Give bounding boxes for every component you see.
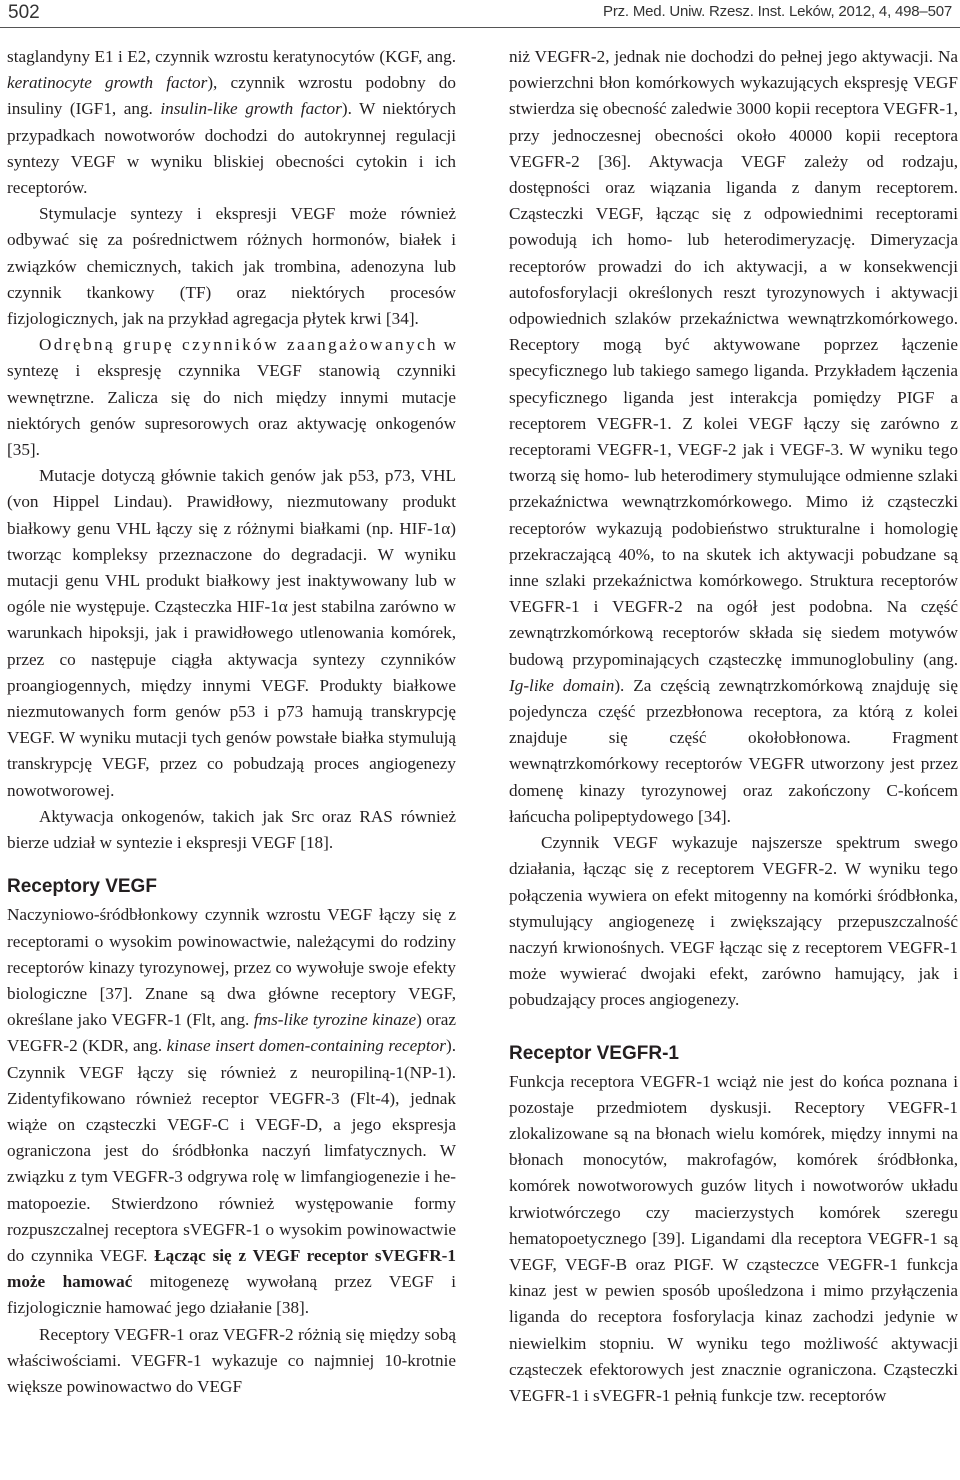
paragraph: Stymulacje syntezy i ekspresji VEGF może również odbywać się za pośrednictwem różnych hormonów, białek i związków chemicznych, takich jak trombina, adenozyna lub czynnik tkankowy (TF) oraz niektórych procesów fizjologicznych, jak na przykład agregacja płytek krwi [34]. [7, 204, 456, 329]
paragraph: Odrębną grupę czynników zaangażowanych w syntezę i ekspresję czynnika VEGF stanowią czynniki wewnętrzne. Zalicza się do nich między innymi mutacje niektórych genów supresorowych oraz aktywację onkogenów [35]. [7, 335, 456, 460]
header-rule [0, 27, 960, 28]
paragraph: Funkcja receptora VEGFR-1 wciąż nie jest do końca poznana i pozostaje przedmiotem dyskusji. Receptory VEGFR-1 zlokalizowane są na błonach wielu komórek, między innymi na błonach monocytów, makrofagów, komórek śródbłonka, komórek nowotworowych guzów litych i nowotworów układu krwiotwórczego czy macierzystych komórek szeregu hematopoetycznego [39]. Ligandami dla receptora VEGFR-1 są VEGF, VEGF-B oraz PIGF. W cząsteczce VEGFR-1 funkcja kinaz jest w pewien sposób upośledzona i mimo przyłączenia liganda do receptora fosforylacja kinaz zachodzi jedynie w niewielkim stopniu. W wyniku tego możliwość aktywacji cząsteczek efektorowych jest znacznie ograniczona. Cząsteczki VEGFR-1 i sVEGFR-1 pełnią funkcje tzw. receptorów [509, 1071, 958, 1405]
paragraph: niż VEGFR-2, jednak nie dochodzi do pełnej jego aktywacji. Na powierzchni błon komórkowych wykazujących ekspresję VEGF stwierdza się obecność zaledwie 3000 kopii receptora VEGFR-1, przy jednoczesnej obecności około 40000 kopii receptora VEGFR-2 [36]. Aktywacja VEGF zależy od rodzaju, dostępności oraz wiązania liganda z danym receptorem. Cząsteczki VEGF, łącząc się z odpowiednimi receptorami powodują ich homo- lub heterodimeryzację. Dimeryzacja receptorów prowadzi do ich aktywacji, a w konsekwencji autofosforylacji określonych reszt tyrozynowych i aktywacji odpowiednich szlaków przekaźnictwa wewnątrzkomórkowego. Receptory mogą być aktywowane poprzez łączenie specyficznego lub takiego samego liganda. Przykładem łączenia specyficznego liganda jest interakcja pomiędzy PIGF a receptorem VEGFR-1. Z kolei VEGF łączy się zarówno z receptorami VEGFR-1, VEGF-2 jak i VEGF-3. W wyniku tego tworzą się homo- lub heterodimery stymulujące odmienne szlaki przekaźnictwa wewnątrzkomórkowego. Mimo iż cząsteczki receptorów wykazują podobieństwo strukturalne i homologię przekraczającą 40%, to na skutek ich aktywacji pobudzane są inne szlaki przekaźnictwa komórkowego. Struktura receptorów VEGFR-1 i VEGFR-2 na ogół jest podobna. Na część zewnątrzkomórkową receptorów składa się siedem motywów budową przypominających cząsteczkę immunoglobuliny (ang. Ig-like domain). Za częścią zewnątrzkomórkową znajduję się pojedyncza część przezbłonowa receptora, za którą z kolei znajduje się część okołobłonowa. Fragment wewnątrzkomórkowy receptorów VEGFR utworzony jest przez domenę kinazy tyrozynowej oraz zakończony C-końcem łańcucha polipeptydowego [34]. [509, 47, 958, 826]
page-number: 502 [8, 2, 40, 23]
paragraph: Mutacje dotyczą głównie takich genów jak p53, p73, VHL (von Hippel Lindau). Prawidłowy, niezmutowany produkt białkowy genu VHL łączy się z różnymi białkami (np. HIF-1α) tworząc kompleksy przeznaczone do degradacji. W wyniku mutacji genu VHL produkt białkowy jest inaktywowany lub w ogóle nie występuje. Cząsteczka HIF-1α jest stabilna zarówno w warunkach hipoksji, jak i prawidłowego utlenowania komórek, przez co następuje ciągła aktywacja syntezy czynników proangiogennych, między innymi VEGF. Produkty białkowe niezmutowanych form genów p53 i p73 hamują transkrypcję VEGF. W wyniku mutacji tych genów powstałe białka stymulują transkrypcję VEGF, przez co pobudzają proces angiogenezy nowotworowej. [7, 466, 456, 800]
page-header [0, 0, 960, 22]
section-heading: Receptor VEGFR-1 [509, 1042, 679, 1064]
right-column [509, 44, 958, 1409]
paragraph: Naczyniowo-śródbłonkowy czynnik wzrostu VEGF łączy się z receptorami o wysokim powinowactwie, należącymi do rodziny receptorów kinazy tyrozynowej, przez co wywołuje swoje efekty biologiczne [37]. Znane są dwa główne receptory VEGF, określane jako VEGFR-1 (Flt, ang. fms-like tyrozine kinaze) oraz VEGFR-2 (KDR, ang. kinase insert domen-containing receptor). Czynnik VEGF łączy się również z neuropiliną-1(NP-1). Zidentyfikowano również receptor VEGFR-3 (Flt-4), jednak wiąże on cząsteczki VEGF-C i VEGF-D, a jego ekspresja ograniczona jest do śródbłonka naczyń limfatycznych. W związku z tym VEGFR-3 odgrywa rolę w limfangiogenezie i hematopoezie. Stwierdzono również występowanie formy rozpuszczalnej receptora sVEGFR-1 o wysokim powinowactwie do czynnika VEGF. Łącząc się z VEGF receptor sVEGFR-1 może hamować mitogenezę wywołaną przez VEGF i fizjologicznie hamować jego działanie [38]. [7, 905, 456, 1318]
paragraph: Czynnik VEGF wykazuje najszersze spektrum swego działania, łącząc się z receptorem VEGFR-2. W wyniku tego połączenia wywiera on efekt mitogenny na komórki śródbłonka, stymulujący angiogenezę i zwiększający przepuszczalność naczyń krwionośnych. VEGF łącząc się z receptorem VEGFR-1 może wywierać dwojaki efekt, zarówno hamujący, jak i pobudzający proces angiogenezy. [509, 833, 958, 1010]
paragraph: Receptory VEGFR-1 oraz VEGFR-2 różnią się między sobą właściwościami. VEGFR-1 wykazuje co najmniej 10-krotnie większe powinowactwo do VEGF [7, 1324, 456, 1396]
journal-running-head: Prz. Med. Uniw. Rzesz. Inst. Leków, 2012, 4, 498–507 [603, 3, 952, 20]
left-column [7, 44, 456, 1400]
paragraph: Aktywacja onkogenów, takich jak Src oraz RAS również bierze udział w syntezie i ekspresji VEGF [18]. [7, 806, 456, 853]
paragraph: staglandyny E1 i E2, czynnik wzrostu keratynocytów (KGF, ang. keratinocyte growth factor), czynnik wzrostu podobny do insuliny (IGF1, ang. insulin-like growth factor). W niektórych przypadkach nowotworów dochodzi do autokrynnej regulacji syntezy VEGF w wyniku bliskiej obecności cytokin i ich receptorów. [7, 47, 456, 198]
section-heading: Receptory VEGF [7, 876, 157, 898]
